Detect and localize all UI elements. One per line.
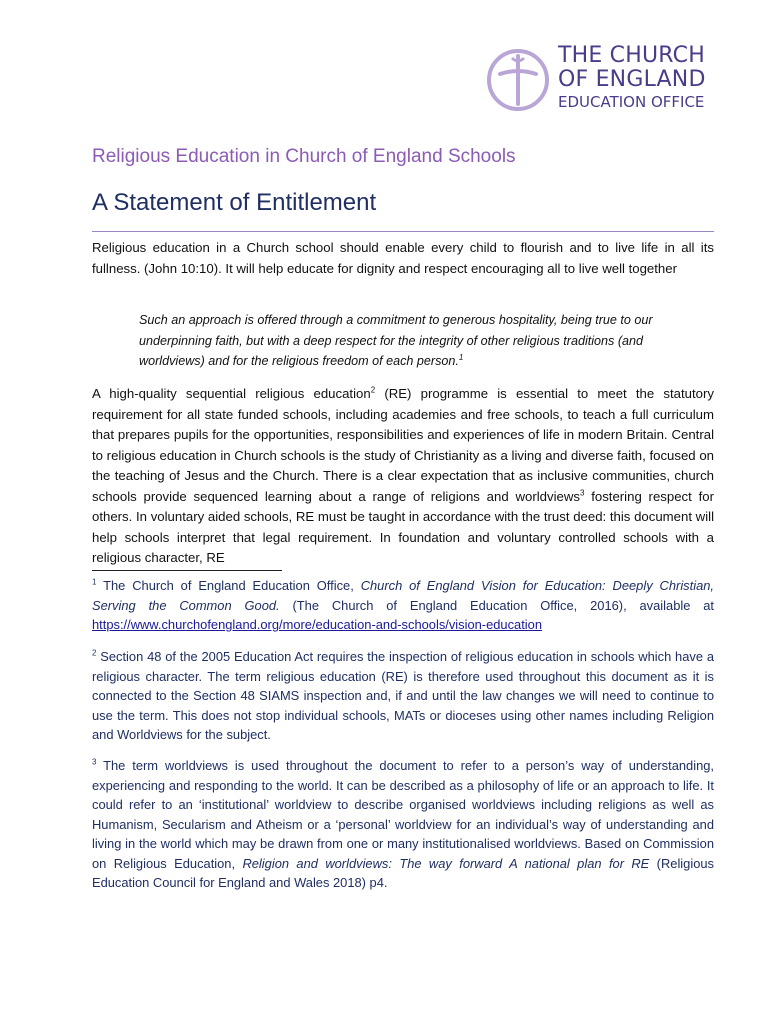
footnote-1-pre: The Church of England Education Office, — [96, 578, 361, 593]
footnote-ref-3[interactable]: 3 — [579, 488, 585, 498]
footnote-3-post: (Religious Education Council for England and Wales 2018) p4. — [92, 855, 714, 890]
footnote-3-number: 3 — [92, 757, 97, 767]
church-of-england-logo — [486, 44, 726, 114]
footnote-ref-2[interactable]: 2 — [370, 385, 376, 395]
footnote-1-number: 1 — [92, 577, 97, 587]
document-subtitle: Religious Education in Church of England Schools — [92, 146, 516, 167]
cross-in-circle-icon — [486, 48, 550, 112]
footnote-3-italic: Religion and worldviews: The way forward A national plan for RE — [242, 855, 650, 871]
block-quote — [139, 310, 699, 372]
logo-wordmark — [558, 44, 706, 112]
title-divider — [92, 231, 714, 232]
footnote-1 — [92, 576, 714, 635]
body-text-2: (RE) programme is essential to meet the statutory requirement for all state funded schools, including academies and free schools, to teach a full curriculum that prepares pupils for the opportunities, responsibilities and experiences of life in modern Britain. Central to religious education in Church schools is the study of Christianity as a living and diverse faith, focused on the teaching of Jesus and the Church. There is a clear expectation that as inclusive communities, church schools provide sequenced learning about a range of religions and worldviews — [92, 386, 714, 504]
footnote-separator — [92, 570, 282, 571]
body-text-1: A high-quality sequential religious education — [92, 386, 371, 401]
footnote-ref-1[interactable]: 1 — [458, 352, 464, 362]
footnote-1-italic: Church of England Vision for Education: Deeply Christian, Serving the Common Good. — [92, 578, 714, 613]
body-text-3: fostering respect for others. In voluntary aided schools, RE must be taught in accordance with the trust deed: this document will help schools interpret that legal requirement. In foundation and voluntary controlled schools with a religious character, RE — [92, 488, 714, 565]
intro-paragraph: Religious education in a Church school should enable every child to flourish and to live life in all its fullness. (John 10:10). It will help educate for dignity and respect encouraging all to live well together — [92, 240, 714, 276]
logo-line-3: EDUCATION OFFICE — [558, 93, 705, 111]
body-paragraph — [92, 384, 714, 569]
footnote-3-pre: The term worldviews is used throughout the document to refer to a person’s way of understanding, experiencing and responding to the world. It can be described as a philosophy of life or an approach to life. It could refer to an ‘institutional’ worldview to describe organised worldviews including religions as well as Humanism, Secularism and Atheism or a ‘personal’ worldview for an individual’s way of understanding and living in the world which may be drawn from one or many institutionalised worldviews. Based on Commission on Religious Education, — [92, 758, 714, 871]
footnote-2-number: 2 — [92, 648, 97, 658]
quote-text: Such an approach is offered through a commitment to generous hospitality, being true to our underpinning faith, but with a deep respect for the integrity of other religious traditions (and worldviews) and for the religious freedom of each person. — [139, 313, 653, 368]
logo-line-1: THE CHURCH — [558, 43, 705, 68]
footnote-2 — [92, 647, 714, 745]
document-title: A Statement of Entitlement — [92, 189, 377, 216]
footnote-3 — [92, 756, 714, 893]
footnote-2-text: Section 48 of the 2005 Education Act requires the inspection of religious education in schools which have a religious character. The term religious education (RE) is therefore used throughout this document as it is connected to the Section 48 SIAMS inspection and, if and until the law changes we will need to continue to use the term. This does not stop individual schools, MATs or dioceses using other names including Religion and Worldviews for the subject. — [92, 649, 714, 742]
vision-education-link[interactable]: https://www.churchofengland.org/more/education-and-schools/vision-education — [92, 617, 542, 632]
footnote-1-post: (The Church of England Education Office, 2016), available at — [279, 597, 715, 613]
logo-line-2: OF ENGLAND — [558, 67, 706, 92]
